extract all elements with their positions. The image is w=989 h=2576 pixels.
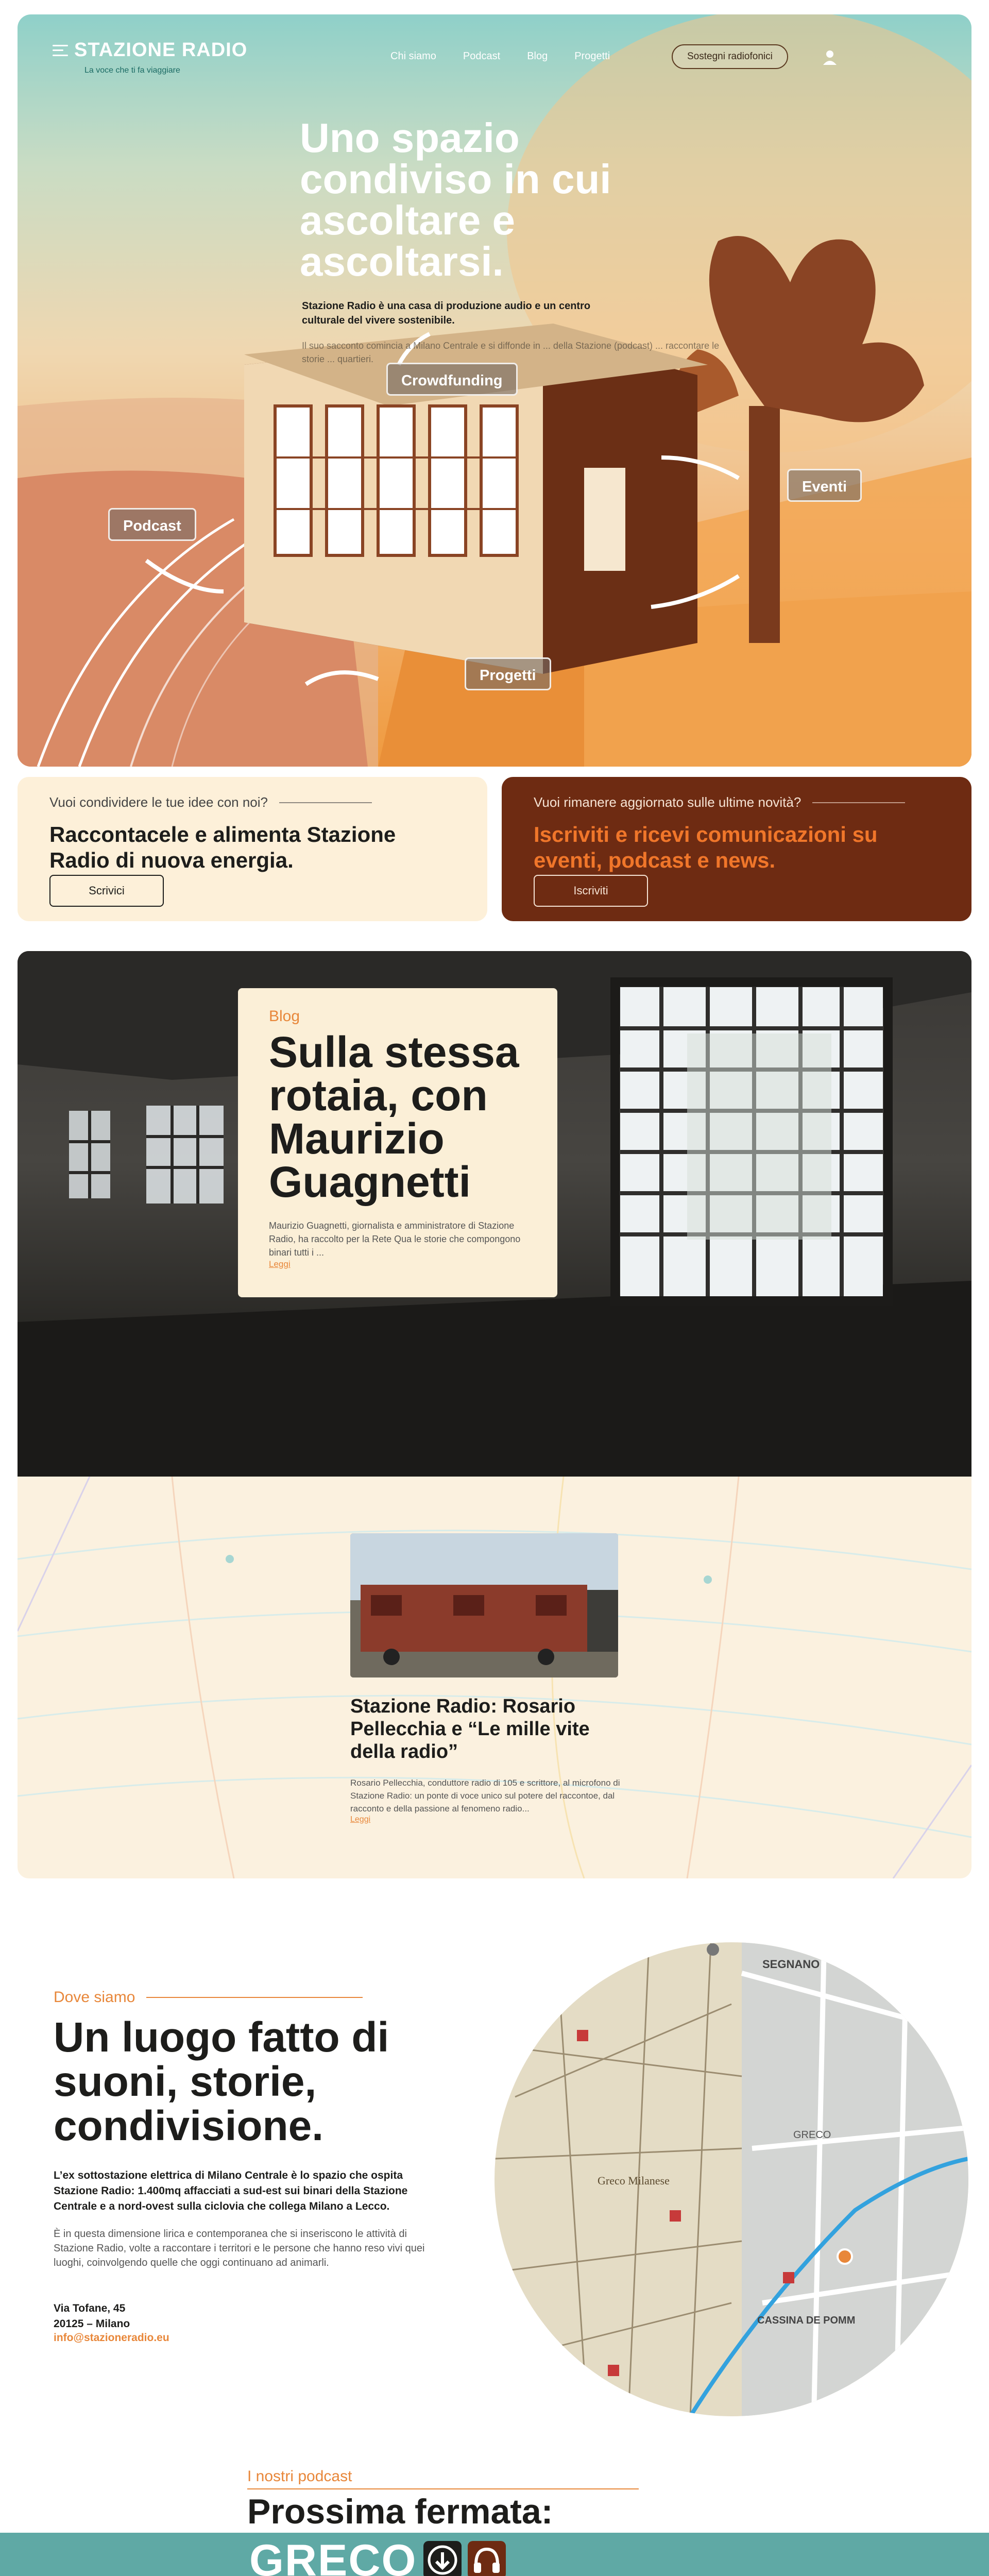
podcast-show-name: GRECO	[249, 2536, 417, 2576]
user-icon[interactable]	[821, 48, 839, 66]
map-label-segnano: SEGNANO	[762, 1958, 820, 1971]
blog-feature-read-link[interactable]: Leggi	[269, 1259, 291, 1269]
address: Via Tofane, 45 20125 – Milano	[54, 2302, 130, 2330]
menu-item-progetti[interactable]: Progetti	[574, 50, 610, 62]
blog-feature-text: Maurizio Guagnetti, giornalista e amministratore di Stazione Radio, ha raccolto per la Rete Qua le storie che compongono binari tutti i ...	[269, 1221, 521, 1258]
share-ideas-question: Vuoi condividere le tue idee con noi?	[49, 794, 455, 810]
where-title: Un luogo fatto di suoni, storie, condivisione.	[54, 2014, 389, 2149]
share-ideas-card	[18, 777, 487, 921]
where-text: È in questa dimensione lirica e contemporanea che si inseriscono le attività di Stazione Radio, volte a raccontare i territori e le persone che hanno reso vivi quei luoghi, coinvolgendo quelle che oggi continuano ad animarli.	[54, 2228, 425, 2268]
main-menu	[390, 50, 610, 62]
hero-subtitle: Stazione Radio è una casa di produzione audio e un centro culturale del vivere sostenibile.	[302, 300, 591, 326]
tag-podcast[interactable]: Podcast	[108, 508, 196, 541]
podcast-title: Prossima fermata:	[247, 2492, 553, 2531]
newsletter-question: Vuoi rimanere aggiornato sulle ultime novità?	[534, 794, 940, 810]
menu-item-podcast[interactable]: Podcast	[463, 50, 501, 62]
blog-section	[18, 951, 971, 1878]
top-navigation	[18, 14, 971, 76]
blog-post-card[interactable]	[350, 1533, 639, 1824]
map-label-cassina: CASSINA DE POMM	[757, 2315, 856, 2326]
radio-logo-icon	[53, 45, 68, 56]
blog-feature-title: Sulla stessa rotaia, con Maurizio Guagnetti	[269, 1028, 519, 1206]
headphones-icon[interactable]	[468, 2541, 506, 2576]
where-bold-text: L’ex sottostazione elettrica di Milano Centrale è lo spazio che ospita Stazione Radio: 1.400mq affacciati a sud-est sui binari della Stazione Centrale e a nord-ovest sulla ciclovia che collega Milano a Lecco.	[54, 2170, 408, 2212]
write-us-button[interactable]: Scrivici	[49, 875, 164, 907]
contact-email[interactable]: info@stazioneradio.eu	[54, 2332, 169, 2344]
post-train-photo	[350, 1533, 618, 1677]
brand-name: STAZIONE RADIO	[74, 39, 248, 61]
newsletter-title: Iscriviti e ricevi comunicazioni su eventi, podcast e news.	[534, 822, 878, 872]
hero	[18, 14, 971, 767]
podcast-kicker: I nostri podcast	[247, 2468, 352, 2485]
menu-item-blog[interactable]: Blog	[527, 50, 548, 62]
location-map[interactable]	[494, 1942, 968, 2416]
brand-logo[interactable]	[53, 39, 247, 61]
tag-eventi[interactable]: Eventi	[787, 469, 862, 502]
where-kicker: Dove siamo	[54, 1989, 445, 2006]
newsletter-card	[502, 777, 971, 921]
tag-progetti[interactable]: Progetti	[465, 657, 551, 690]
map-label-greco-milanese: Greco Milanese	[598, 2174, 670, 2187]
support-button[interactable]: Sostegni radiofonici	[672, 44, 788, 69]
blog-feature-card	[238, 988, 557, 1297]
share-ideas-title: Raccontacele e alimenta Stazione Radio di nuova energia.	[49, 822, 396, 872]
menu-item-chi-siamo[interactable]: Chi siamo	[390, 50, 436, 62]
brand-tagline: La voce che ti fa viaggiare	[84, 66, 180, 75]
where-section	[54, 1989, 445, 2344]
hero-faded-text: Il suo sacconto comincia a Milano Centrale e si diffonde in ... della Stazione (podcast) ... raccontare le storie ... quartieri.	[302, 341, 720, 364]
subscribe-button[interactable]: Iscriviti	[534, 875, 648, 907]
post-read-link[interactable]: Leggi	[350, 1815, 371, 1824]
blog-kicker: Blog	[269, 1008, 300, 1025]
post-title: Stazione Radio: Rosario Pellecchia e “Le mille vite della radio”	[350, 1696, 590, 1762]
spotify-icon[interactable]	[423, 2541, 462, 2576]
post-excerpt: Rosario Pellecchia, conduttore radio di 105 e scrittore, al microfono di Stazione Radio: un ponte di voce unico sul potere del raccontoe, dal racconto e della passione al fenomeno radio...	[350, 1778, 620, 1814]
podcast-kicker-line	[247, 2488, 639, 2489]
map-label-greco: GRECO	[793, 2129, 831, 2141]
tag-crowdfunding[interactable]: Crowdfunding	[386, 363, 518, 396]
hero-title: Uno spazio condiviso in cui ascoltare e ascoltarsi.	[300, 115, 611, 284]
